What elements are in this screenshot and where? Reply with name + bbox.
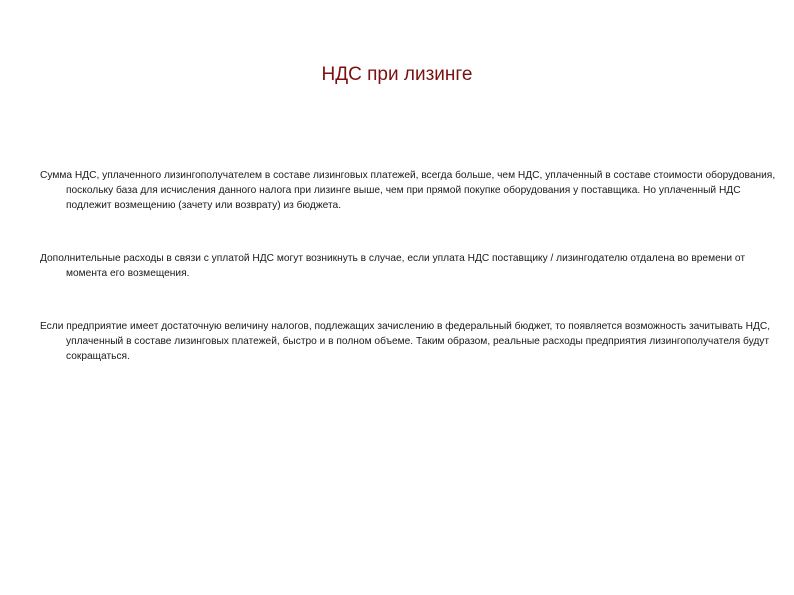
slide-title: НДС при лизинге <box>321 64 473 85</box>
paragraph-additional-costs: Дополнительные расходы в связи с уплатой НДС могут возникнуть в случае, если уплата НДС поставщику / лизингодателю отдалена во времени от момента его возмещения. <box>40 253 745 279</box>
paragraph-vat-amount: Сумма НДС, уплаченного лизингополучателем в составе лизинговых платежей, всегда больше, чем НДС, уплаченный в составе стоимости оборудования, поскольку база для исчисления данного налога при лизинге выше, чем при прямой покупке оборудования у поставщика. Но уплаченный НДС подлежит возмещению (зачету или возврату) из бюджета. <box>40 170 776 211</box>
paragraph-tax-offset: Если предприятие имеет достаточную величину налогов, подлежащих зачислению в федеральный бюджет, то появляется возможность зачитывать НДС, уплаченный в составе лизинговых платежей, быстро и в полном объеме. Таким образом, реальные расходы предприятия лизингополучателя будут сокращаться. <box>40 321 771 362</box>
